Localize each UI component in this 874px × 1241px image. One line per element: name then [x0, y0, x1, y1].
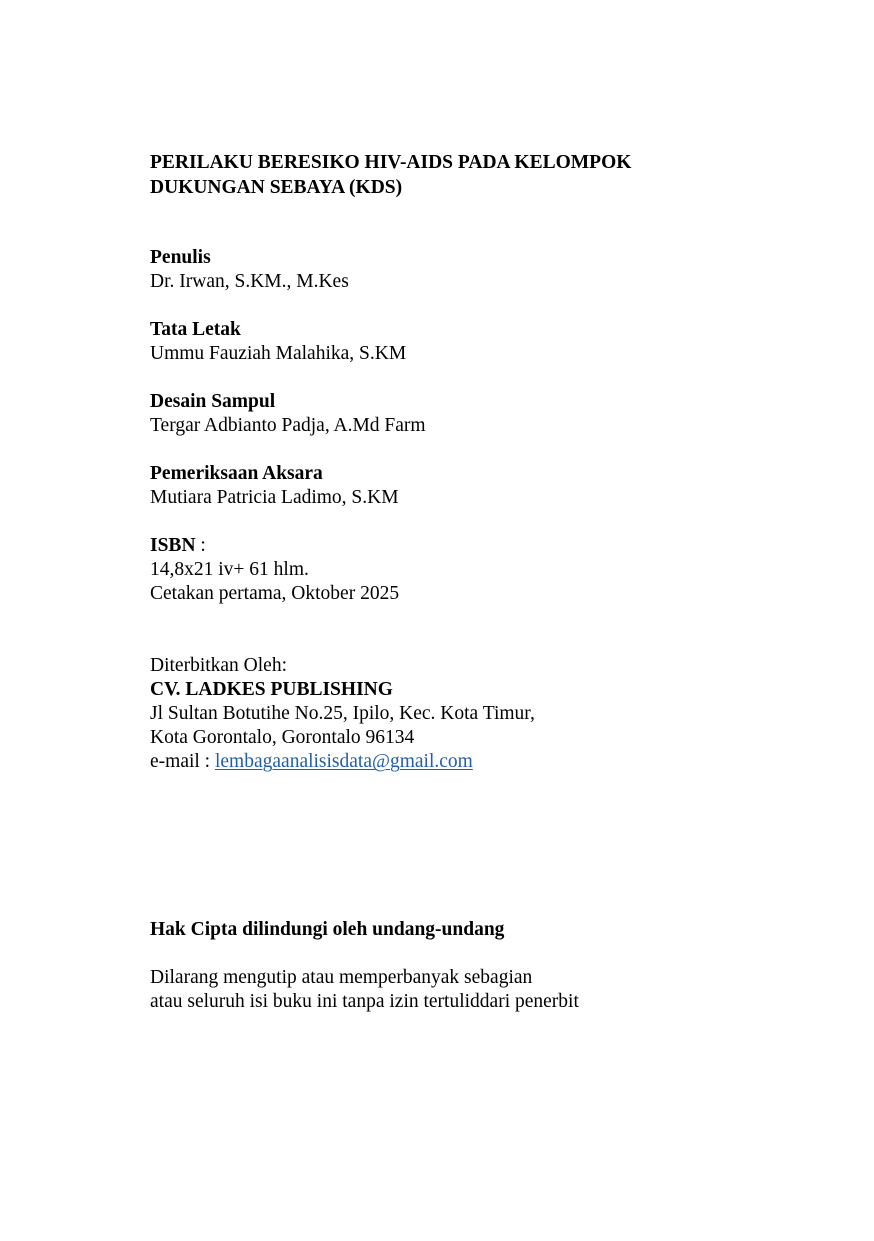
proofreading-value: Mutiara Patricia Ladimo, S.KM: [150, 487, 399, 508]
book-title-line-2: DUKUNGAN SEBAYA (KDS): [150, 177, 403, 198]
author-value: Dr. Irwan, S.KM., M.Kes: [150, 271, 349, 292]
author-label: Penulis: [150, 247, 211, 268]
copyright-notice-line-2: atau seluruh isi buku ini tanpa izin tertuliddari penerbit: [150, 991, 579, 1012]
publisher-address-line-2: Kota Gorontalo, Gorontalo 96134: [150, 727, 415, 748]
cover-design-value: Tergar Adbianto Padja, A.Md Farm: [150, 415, 426, 436]
book-size-pages: 14,8x21 iv+ 61 hlm.: [150, 559, 309, 580]
edition-info: Cetakan pertama, Oktober 2025: [150, 583, 400, 604]
layout-label: Tata Letak: [150, 319, 241, 340]
publisher-address-line-1: Jl Sultan Botutihe No.25, Ipilo, Kec. Kota Timur,: [150, 703, 535, 724]
email-label: e-mail :: [150, 751, 215, 772]
book-title-line-1: PERILAKU BERESIKO HIV-AIDS PADA KELOMPOK: [150, 152, 632, 173]
layout-value: Ummu Fauziah Malahika, S.KM: [150, 343, 407, 364]
email-link[interactable]: lembagaanalisisdata@gmail.com: [214, 751, 473, 772]
isbn-label: ISBN: [150, 535, 196, 556]
publisher-email-line: [150, 750, 473, 774]
cover-design-label: Desain Sampul: [150, 391, 276, 412]
proofreading-label: Pemeriksaan Aksara: [150, 463, 323, 484]
publisher-name: CV. LADKES PUBLISHING: [150, 679, 393, 700]
copyright-heading: Hak Cipta dilindungi oleh undang-undang: [150, 919, 505, 940]
isbn-separator: :: [195, 535, 206, 556]
publisher-intro: Diterbitkan Oleh:: [150, 655, 288, 676]
isbn-line: [150, 534, 206, 558]
copyright-notice-line-1: Dilarang mengutip atau memperbanyak sebagian: [150, 967, 533, 988]
